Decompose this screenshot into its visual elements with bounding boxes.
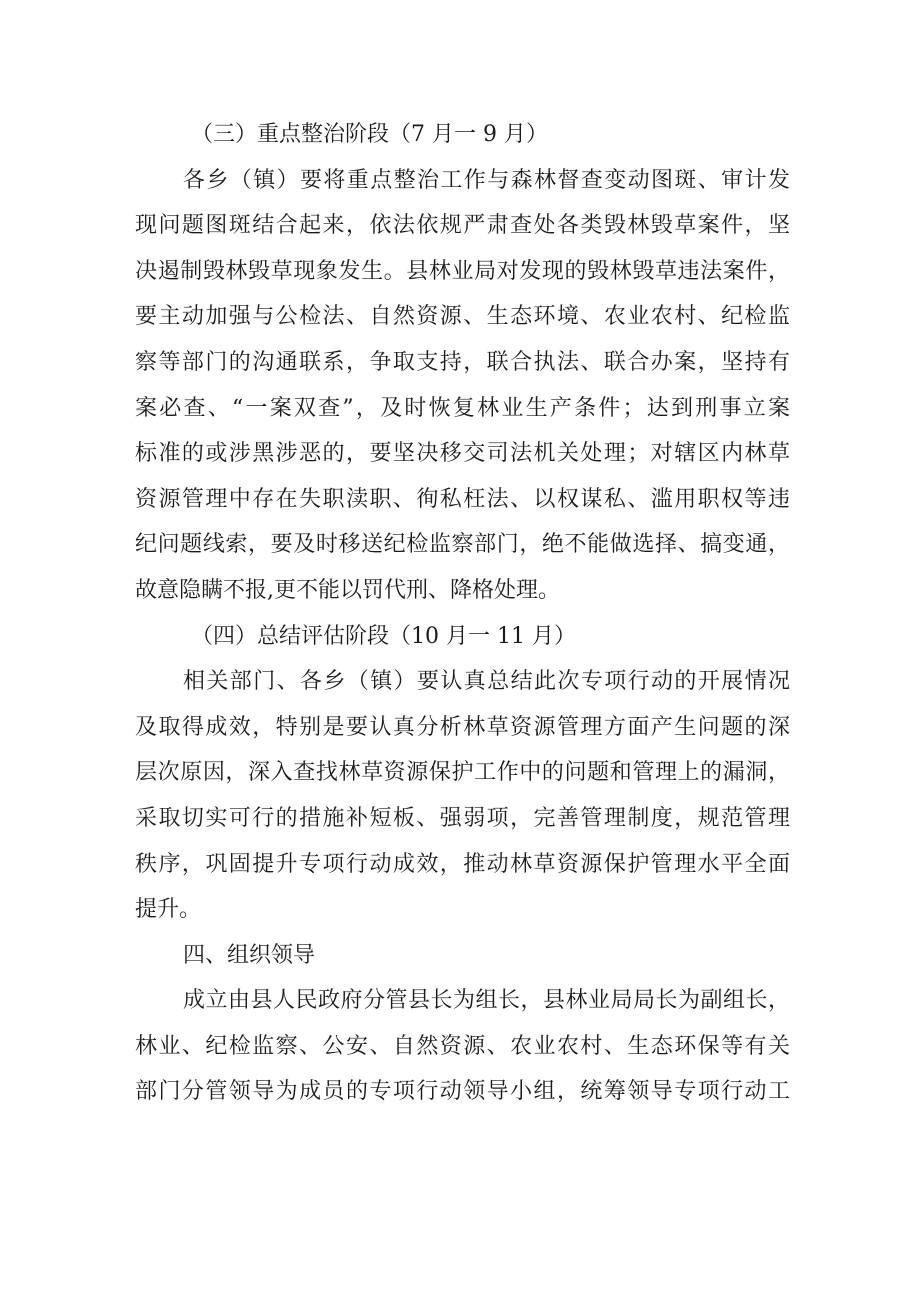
paragraph-line: 采取切实可行的措施补短板、强弱项，完善管理制度，规范管理 xyxy=(135,805,790,831)
paragraph-line: 资源管理中存在失职渎职、徇私枉法、以权谋私、滥用职权等违 xyxy=(135,486,790,512)
paragraph-line: 现问题图斑结合起来，依法依规严肃查处各类毁林毁草案件，坚 xyxy=(135,213,790,239)
section-heading-4: （四）总结评估阶段（10 月一 11 月） xyxy=(191,623,576,649)
chapter-heading-organization: 四、组织领导 xyxy=(183,942,316,968)
paragraph-line: 成立由县人民政府分管县长为组长，县林业局局长为副组长， xyxy=(183,988,790,1014)
paragraph-line: 标准的或涉黑涉恶的，要坚决移交司法机关处理；对辖区内林草 xyxy=(135,441,790,467)
paragraph-line: 察等部门的沟通联系，争取支持，联合执法、联合办案，坚持有 xyxy=(135,349,790,375)
paragraph-line: 层次原因，深入查找林草资源保护工作中的问题和管理上的漏洞， xyxy=(135,760,790,786)
document-body xyxy=(135,112,790,1115)
paragraph-line: 相关部门、各乡（镇）要认真总结此次专项行动的开展情况 xyxy=(183,669,790,695)
paragraph-line: 提升。 xyxy=(135,897,202,923)
paragraph-line: 部门分管领导为成员的专项行动领导小组，统筹领导专项行动工 xyxy=(135,1079,790,1105)
paragraph-line: 各乡（镇）要将重点整治工作与森林督查变动图斑、审计发 xyxy=(183,167,790,193)
section-heading-3: （三）重点整治阶段（7 月一 9 月） xyxy=(191,122,548,147)
paragraph-line: 要主动加强与公检法、自然资源、生态环境、农业农村、纪检监 xyxy=(135,304,790,330)
paragraph-line: 林业、纪检监察、公安、自然资源、农业农村、生态环保等有关 xyxy=(135,1033,790,1059)
paragraph-line: 及取得成效，特别是要认真分析林草资源管理方面产生问题的深 xyxy=(135,714,790,740)
paragraph-line: 案必查、“一案双查”，及时恢复林业生产条件；达到刑事立案 xyxy=(135,395,790,421)
paragraph-line: 故意隐瞒不报,更不能以罚代刑、降格处理。 xyxy=(135,577,560,603)
paragraph-line: 决遏制毁林毁草现象发生。县林业局对发现的毁林毁草违法案件， xyxy=(135,258,790,284)
paragraph-line: 纪问题线索，要及时移送纪检监察部门，绝不能做选择、搞变通， xyxy=(135,532,790,558)
paragraph-line: 秩序，巩固提升专项行动成效，推动林草资源保护管理水平全面 xyxy=(135,851,790,877)
